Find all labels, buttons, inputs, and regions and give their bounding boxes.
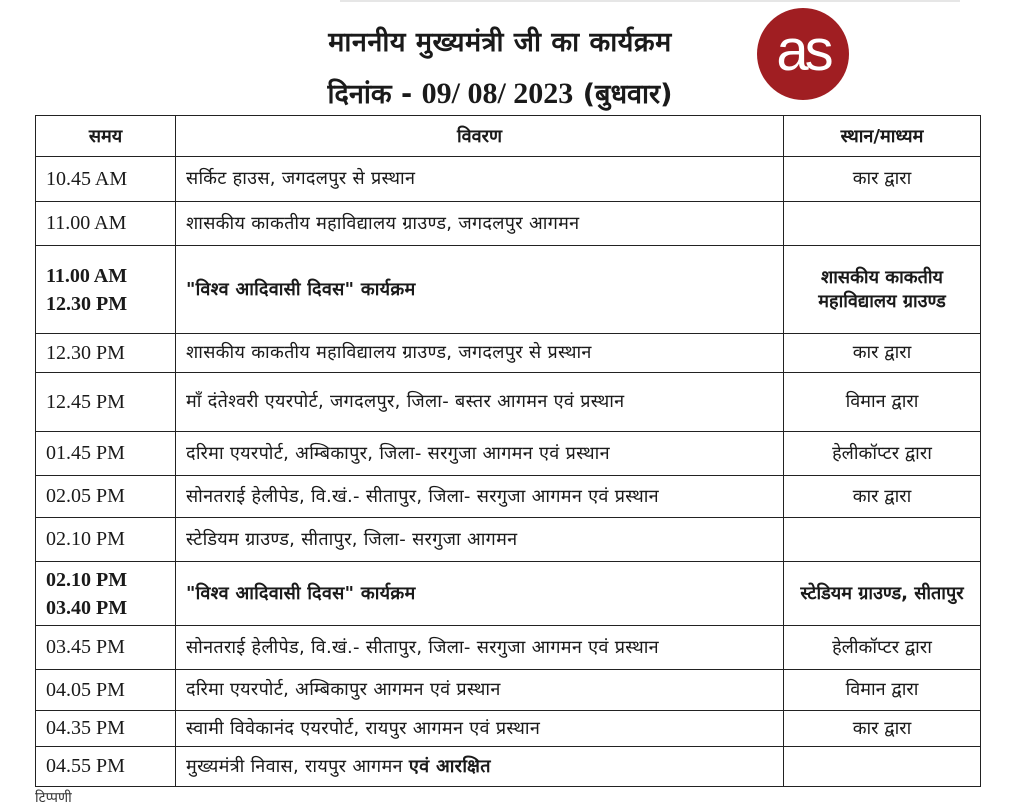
page-top-edge [340, 0, 960, 2]
row-time: 11.00 AM [36, 202, 176, 246]
row-mode: शासकीय काकतीय महाविद्यालय ग्राउण्ड [784, 246, 981, 334]
date-label: दिनांक - [327, 79, 413, 110]
table-row-event [36, 246, 981, 334]
table-row [36, 157, 981, 202]
row-description: शासकीय काकतीय महाविद्यालय ग्राउण्ड, जगदलपुर से प्रस्थान [176, 334, 784, 373]
row-description [176, 747, 784, 787]
column-header-description: विवरण [176, 116, 784, 157]
row-time: 02.10 PM [36, 518, 176, 562]
row-time: 02.05 PM [36, 476, 176, 518]
row-mode: विमान द्वारा [784, 670, 981, 711]
table-row [36, 626, 981, 670]
row-time: 10.45 AM [36, 157, 176, 202]
table-row-event [36, 562, 981, 626]
row-mode [784, 747, 981, 787]
table-row [36, 334, 981, 373]
table-row [36, 432, 981, 476]
table-row [36, 518, 981, 562]
row-time: 04.35 PM [36, 711, 176, 747]
row-time: 04.55 PM [36, 747, 176, 787]
footer-note-fragment: टिप्पणी [35, 790, 72, 806]
row-description: स्वामी विवेकानंद एयरपोर्ट, रायपुर आगमन एवं प्रस्थान [176, 711, 784, 747]
column-header-mode: स्थान/माध्यम [784, 116, 981, 157]
row-description-bold-suffix: एवं आरक्षित [408, 755, 491, 777]
row-time-end: 12.30 PM [46, 292, 128, 315]
row-time: 12.45 PM [36, 373, 176, 432]
row-description: सोनतराई हेलीपेड, वि.खं.- सीतापुर, जिला- सरगुजा आगमन एवं प्रस्थान [176, 626, 784, 670]
row-mode: कार द्वारा [784, 157, 981, 202]
as-logo-icon [757, 8, 849, 100]
row-time: 12.30 PM [36, 334, 176, 373]
row-time: 03.45 PM [36, 626, 176, 670]
schedule-table [35, 115, 981, 787]
table-row [36, 202, 981, 246]
row-mode [784, 202, 981, 246]
row-description: माँ दंतेश्वरी एयरपोर्ट, जगदलपुर, जिला- बस्तर आगमन एवं प्रस्थान [176, 373, 784, 432]
table-row [36, 476, 981, 518]
row-time-range [36, 562, 176, 626]
row-time: 04.05 PM [36, 670, 176, 711]
row-mode: स्टेडियम ग्राउण्ड, सीतापुर [784, 562, 981, 626]
table-row [36, 670, 981, 711]
row-mode: हेलीकॉप्टर द्वारा [784, 626, 981, 670]
row-time-start: 02.10 PM [46, 568, 128, 591]
row-time: 01.45 PM [36, 432, 176, 476]
row-description: दरिमा एयरपोर्ट, अम्बिकापुर आगमन एवं प्रस्थान [176, 670, 784, 711]
row-description: "विश्व आदिवासी दिवस" कार्यक्रम [176, 246, 784, 334]
row-description: सर्किट हाउस, जगदलपुर से प्रस्थान [176, 157, 784, 202]
table-row [36, 747, 981, 787]
table-row [36, 373, 981, 432]
row-mode: कार द्वारा [784, 334, 981, 373]
row-mode: विमान द्वारा [784, 373, 981, 432]
row-description: स्टेडियम ग्राउण्ड, सीतापुर, जिला- सरगुजा आगमन [176, 518, 784, 562]
weekday: (बुधवार) [582, 79, 673, 110]
row-mode: कार द्वारा [784, 476, 981, 518]
row-mode: कार द्वारा [784, 711, 981, 747]
row-description: दरिमा एयरपोर्ट, अम्बिकापुर, जिला- सरगुजा आगमन एवं प्रस्थान [176, 432, 784, 476]
row-time-start: 11.00 AM [46, 264, 128, 287]
table-row [36, 711, 981, 747]
row-mode: हेलीकॉप्टर द्वारा [784, 432, 981, 476]
row-description: सोनतराई हेलीपेड, वि.खं.- सीतापुर, जिला- सरगुजा आगमन एवं प्रस्थान [176, 476, 784, 518]
table-header-row [36, 116, 981, 157]
column-header-time: समय [36, 116, 176, 157]
logo-text: as [776, 18, 830, 83]
page-title: माननीय मुख्यमंत्री जी का कार्यक्रम [328, 27, 672, 58]
row-mode [784, 518, 981, 562]
row-time-range [36, 246, 176, 334]
date-value: 09/ 08/ 2023 [421, 77, 574, 110]
row-description-text: मुख्यमंत्री निवास, रायपुर आगमन [186, 755, 403, 777]
row-time-end: 03.40 PM [46, 596, 128, 619]
date-line [200, 74, 800, 111]
row-description: "विश्व आदिवासी दिवस" कार्यक्रम [176, 562, 784, 626]
row-description: शासकीय काकतीय महाविद्यालय ग्राउण्ड, जगदलपुर आगमन [176, 202, 784, 246]
